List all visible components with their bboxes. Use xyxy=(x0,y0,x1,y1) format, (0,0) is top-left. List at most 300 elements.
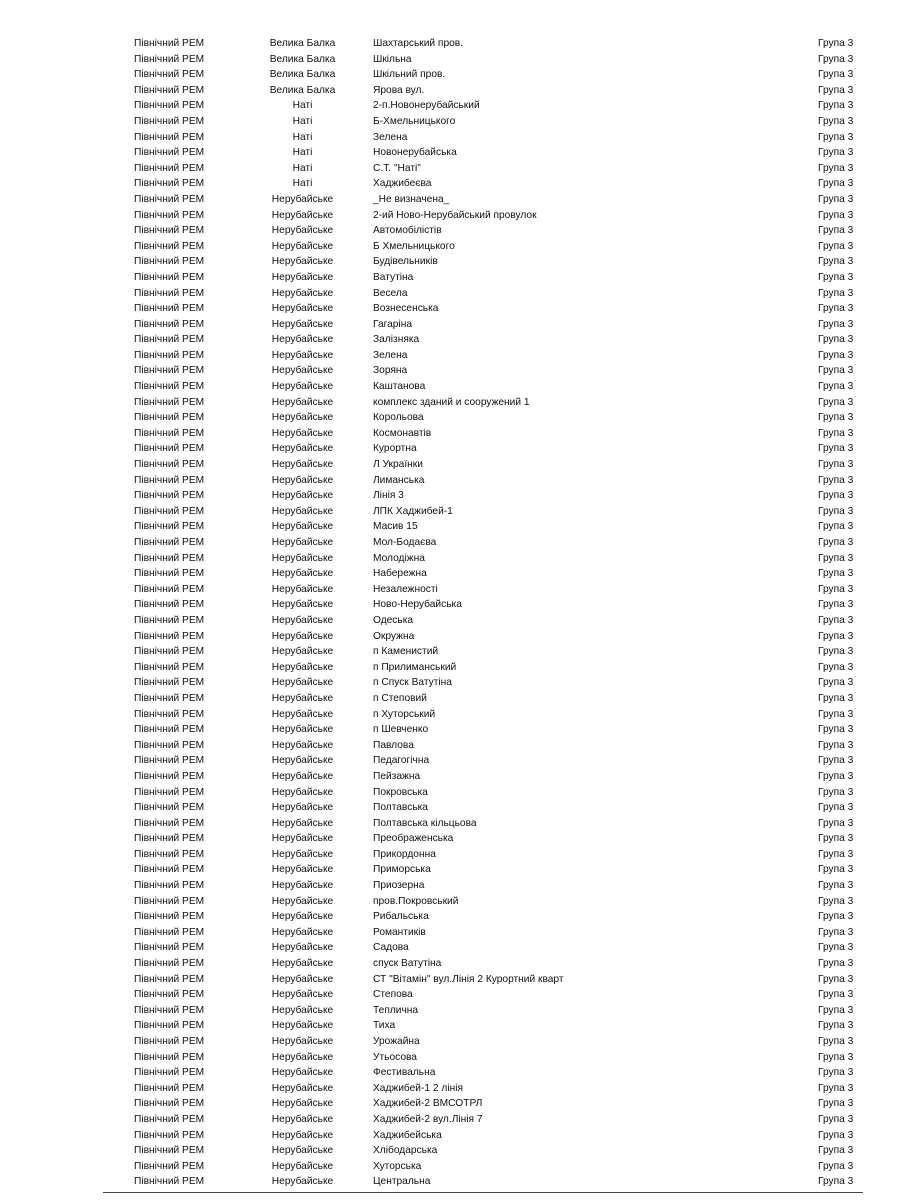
group-cell: Група 3 xyxy=(818,38,854,49)
group-cell: Група 3 xyxy=(818,724,854,736)
rem-cell: Північний РЕМ xyxy=(134,412,205,424)
settlement-cell: Нерубайське xyxy=(271,193,334,205)
rem-cell: Північний РЕМ xyxy=(134,537,205,548)
group-cell: Група 3 xyxy=(818,1004,854,1016)
group-cell: Група 3 xyxy=(818,209,854,221)
settlement-cell: Нерубайське xyxy=(271,646,334,658)
settlement-cell: Нерубайське xyxy=(271,599,334,611)
group-cell: Група 3 xyxy=(818,770,854,782)
street-cell: _Не визначена_ xyxy=(373,193,450,205)
rem-cell: Північний РЕМ xyxy=(134,365,205,377)
table-row xyxy=(0,504,915,520)
street-cell: Ватутіна xyxy=(373,271,414,283)
group-cell: Група 3 xyxy=(818,131,854,143)
settlement-cell: Нерубайське xyxy=(271,1004,334,1016)
table-row xyxy=(0,441,915,457)
rem-cell: Північний РЕМ xyxy=(134,817,205,829)
group-cell: Група 3 xyxy=(818,568,854,580)
group-cell: Група 3 xyxy=(818,1051,854,1063)
street-cell: Набережна xyxy=(373,568,427,580)
rem-cell: Північний РЕМ xyxy=(134,786,205,798)
group-cell: Група 3 xyxy=(818,318,854,330)
street-cell: Полтавська кільцьова xyxy=(373,817,477,829)
table-row xyxy=(0,925,915,941)
group-cell: Група 3 xyxy=(818,583,854,595)
group-cell: Група 3 xyxy=(818,739,854,751)
street-cell: Степова xyxy=(373,989,413,1001)
settlement-cell: Нерубайське xyxy=(271,724,334,736)
group-cell: Група 3 xyxy=(818,193,854,205)
rem-cell: Північний РЕМ xyxy=(134,552,205,564)
settlement-cell: Нерубайське xyxy=(271,365,334,377)
rem-cell: Північний РЕМ xyxy=(134,193,205,205)
table-row xyxy=(0,1143,915,1159)
group-cell: Група 3 xyxy=(818,427,854,439)
settlement-cell: Нерубайське xyxy=(271,474,334,486)
rem-cell: Північний РЕМ xyxy=(134,349,205,361)
settlement-cell: Нерубайське xyxy=(271,583,334,595)
group-cell: Група 3 xyxy=(818,1160,854,1172)
table-row xyxy=(0,753,915,769)
street-cell: спуск Ватутіна xyxy=(373,958,442,970)
settlement-cell: Наті xyxy=(292,147,313,159)
group-cell: Група 3 xyxy=(818,646,854,658)
table-row xyxy=(0,1128,915,1144)
table-row xyxy=(0,1096,915,1112)
group-cell: Група 3 xyxy=(818,100,854,112)
group-cell: Група 3 xyxy=(818,1020,854,1032)
table-row xyxy=(0,379,915,395)
table-row xyxy=(0,800,915,816)
rem-cell: Північний РЕМ xyxy=(134,989,205,1001)
rem-cell: Північний РЕМ xyxy=(134,490,205,502)
rem-cell: Північний РЕМ xyxy=(134,926,205,938)
table-row xyxy=(0,940,915,956)
table-row xyxy=(0,1003,915,1019)
settlement-cell: Нерубайське xyxy=(271,614,334,626)
rem-cell: Північний РЕМ xyxy=(134,755,205,767)
street-cell: Педагогічна xyxy=(373,755,430,767)
rem-cell: Північний РЕМ xyxy=(134,583,205,595)
group-cell: Група 3 xyxy=(818,459,854,471)
settlement-cell: Нерубайське xyxy=(271,880,334,892)
group-cell: Група 3 xyxy=(818,973,854,985)
group-cell: Група 3 xyxy=(818,708,854,720)
street-cell: Залізняка xyxy=(373,334,420,346)
group-cell: Група 3 xyxy=(818,1082,854,1094)
table-row xyxy=(0,707,915,723)
group-cell: Група 3 xyxy=(818,84,854,96)
rem-cell: Північний РЕМ xyxy=(134,53,205,65)
rem-cell: Північний РЕМ xyxy=(134,739,205,751)
settlement-cell: Нерубайське xyxy=(271,521,334,533)
table-row xyxy=(0,1174,915,1190)
settlement-cell: Нерубайське xyxy=(271,692,334,704)
street-cell: Корольова xyxy=(373,412,424,424)
group-cell: Група 3 xyxy=(818,1036,854,1047)
settlement-cell: Нерубайське xyxy=(271,505,334,517)
street-cell: Шкільний пров. xyxy=(373,69,446,81)
group-cell: Група 3 xyxy=(818,895,854,907)
rem-cell: Північний РЕМ xyxy=(134,958,205,970)
street-cell: Покровська xyxy=(373,786,428,798)
rem-cell: Північний РЕМ xyxy=(134,770,205,782)
table-row xyxy=(0,52,915,68)
street-cell: Новонерубайська xyxy=(373,147,457,159)
settlement-cell: Нерубайське xyxy=(271,318,334,330)
street-cell: Хуторська xyxy=(373,1160,422,1172)
street-cell: Лиманська xyxy=(373,474,425,486)
group-cell: Група 3 xyxy=(818,630,854,642)
group-cell: Група 3 xyxy=(818,817,854,829)
rem-cell: Північний РЕМ xyxy=(134,599,205,611)
table-row xyxy=(0,130,915,146)
rem-cell: Північний РЕМ xyxy=(134,396,205,408)
group-cell: Група 3 xyxy=(818,505,854,517)
rem-cell: Північний РЕМ xyxy=(134,1020,205,1032)
rem-cell: Північний РЕМ xyxy=(134,131,205,143)
table-row xyxy=(0,426,915,442)
street-cell: Б-Хмельницького xyxy=(373,115,456,127)
street-cell: Одеська xyxy=(373,614,414,626)
table-row xyxy=(0,1159,915,1175)
table-row xyxy=(0,894,915,910)
settlement-cell: Наті xyxy=(292,115,313,127)
street-cell: СТ "Вітамін" вул.Лінія 2 Курортний кварт xyxy=(373,973,564,985)
table-row xyxy=(0,1081,915,1097)
rem-cell: Північний РЕМ xyxy=(134,334,205,346)
rem-cell: Північний РЕМ xyxy=(134,614,205,626)
table-row xyxy=(0,488,915,504)
table-row xyxy=(0,909,915,925)
settlement-cell: Нерубайське xyxy=(271,334,334,346)
table-row xyxy=(0,1050,915,1066)
street-cell: Хаджибей-2 вул.Лінія 7 xyxy=(373,1113,483,1125)
settlement-cell: Наті xyxy=(292,162,313,174)
street-cell: Романтиків xyxy=(373,926,426,938)
rem-cell: Північний РЕМ xyxy=(134,443,205,455)
rem-cell: Північний РЕМ xyxy=(134,1113,205,1125)
table-row xyxy=(0,36,915,52)
table-row xyxy=(0,1034,915,1050)
table-row xyxy=(0,972,915,988)
street-cell: пров.Покровський xyxy=(373,895,459,907)
street-cell: Преображенська xyxy=(373,833,454,845)
rem-cell: Північний РЕМ xyxy=(134,256,205,268)
street-cell: Лінія 3 xyxy=(373,490,404,502)
table-row xyxy=(0,332,915,348)
settlement-cell: Нерубайське xyxy=(271,256,334,268)
outage-table xyxy=(0,36,915,1190)
table-row xyxy=(0,176,915,192)
group-cell: Група 3 xyxy=(818,942,854,954)
rem-cell: Північний РЕМ xyxy=(134,1004,205,1016)
settlement-cell: Нерубайське xyxy=(271,1067,334,1079)
table-row xyxy=(0,660,915,676)
settlement-cell: Велика Балка xyxy=(269,53,336,65)
street-cell: Будівельників xyxy=(373,256,438,268)
group-cell: Група 3 xyxy=(818,926,854,938)
settlement-cell: Нерубайське xyxy=(271,209,334,221)
street-cell: п Хуторський xyxy=(373,708,436,720)
group-cell: Група 3 xyxy=(818,303,854,315)
settlement-cell: Нерубайське xyxy=(271,240,334,252)
table-row xyxy=(0,722,915,738)
street-cell: 2-п.Новонерубайський xyxy=(373,100,480,112)
table-row xyxy=(0,675,915,691)
rem-cell: Північний РЕМ xyxy=(134,1098,205,1110)
rem-cell: Північний РЕМ xyxy=(134,802,205,814)
settlement-cell: Нерубайське xyxy=(271,958,334,970)
settlement-cell: Нерубайське xyxy=(271,864,334,876)
settlement-cell: Велика Балка xyxy=(269,69,336,81)
group-cell: Група 3 xyxy=(818,677,854,689)
table-row xyxy=(0,98,915,114)
group-cell: Група 3 xyxy=(818,443,854,455)
group-cell: Група 3 xyxy=(818,755,854,767)
group-cell: Група 3 xyxy=(818,864,854,876)
rem-cell: Північний РЕМ xyxy=(134,303,205,315)
table-row xyxy=(0,1112,915,1128)
table-row xyxy=(0,145,915,161)
street-cell: п Прилиманський xyxy=(373,661,457,673)
settlement-cell: Нерубайське xyxy=(271,1160,334,1172)
group-cell: Група 3 xyxy=(818,365,854,377)
rem-cell: Північний РЕМ xyxy=(134,147,205,159)
table-row xyxy=(0,1018,915,1034)
table-row xyxy=(0,457,915,473)
settlement-cell: Велика Балка xyxy=(269,38,336,49)
table-row xyxy=(0,816,915,832)
street-cell: 2-ий Ново-Нерубайський провулок xyxy=(373,209,537,221)
table-row xyxy=(0,582,915,598)
rem-cell: Північний РЕМ xyxy=(134,271,205,283)
table-row xyxy=(0,114,915,130)
group-cell: Група 3 xyxy=(818,225,854,237)
rem-cell: Північний РЕМ xyxy=(134,459,205,471)
group-cell: Група 3 xyxy=(818,396,854,408)
street-cell: Хлібодарська xyxy=(373,1145,438,1157)
rem-cell: Північний РЕМ xyxy=(134,1051,205,1063)
settlement-cell: Нерубайське xyxy=(271,225,334,237)
settlement-cell: Наті xyxy=(292,178,313,190)
street-cell: Зелена xyxy=(373,131,408,143)
street-cell: Космонавтів xyxy=(373,427,432,439)
rem-cell: Північний РЕМ xyxy=(134,1145,205,1157)
rem-cell: Північний РЕМ xyxy=(134,708,205,720)
rem-cell: Північний РЕМ xyxy=(134,115,205,127)
settlement-cell: Нерубайське xyxy=(271,1113,334,1125)
rem-cell: Північний РЕМ xyxy=(134,521,205,533)
group-cell: Група 3 xyxy=(818,271,854,283)
settlement-cell: Нерубайське xyxy=(271,708,334,720)
street-cell: Б Хмельницького xyxy=(373,240,455,252)
group-cell: Група 3 xyxy=(818,178,854,190)
settlement-cell: Нерубайське xyxy=(271,396,334,408)
settlement-cell: Нерубайське xyxy=(271,895,334,907)
settlement-cell: Нерубайське xyxy=(271,973,334,985)
group-cell: Група 3 xyxy=(818,958,854,970)
street-cell: Фестивальна xyxy=(373,1067,436,1079)
street-cell: Садова xyxy=(373,942,409,954)
settlement-cell: Нерубайське xyxy=(271,911,334,923)
rem-cell: Північний РЕМ xyxy=(134,1160,205,1172)
rem-cell: Північний РЕМ xyxy=(134,240,205,252)
street-cell: Утьосова xyxy=(373,1051,417,1063)
street-cell: Тиха xyxy=(373,1020,396,1032)
settlement-cell: Нерубайське xyxy=(271,802,334,814)
group-cell: Група 3 xyxy=(818,552,854,564)
street-cell: Урожайна xyxy=(373,1036,420,1047)
street-cell: Центральна xyxy=(373,1176,431,1188)
rem-cell: Північний РЕМ xyxy=(134,661,205,673)
rem-cell: Північний РЕМ xyxy=(134,568,205,580)
rem-cell: Північний РЕМ xyxy=(134,287,205,299)
street-cell: ЛПК Хаджибей-1 xyxy=(373,505,453,517)
rem-cell: Північний РЕМ xyxy=(134,381,205,393)
street-cell: Шкільна xyxy=(373,53,412,65)
settlement-cell: Нерубайське xyxy=(271,833,334,845)
street-cell: Гагаріна xyxy=(373,318,412,330)
group-cell: Група 3 xyxy=(818,162,854,174)
rem-cell: Північний РЕМ xyxy=(134,833,205,845)
street-cell: п Спуск Ватутіна xyxy=(373,677,452,689)
settlement-cell: Нерубайське xyxy=(271,490,334,502)
rem-cell: Північний РЕМ xyxy=(134,724,205,736)
group-cell: Група 3 xyxy=(818,349,854,361)
rem-cell: Північний РЕМ xyxy=(134,209,205,221)
group-cell: Група 3 xyxy=(818,848,854,860)
settlement-cell: Нерубайське xyxy=(271,271,334,283)
street-cell: Л Українки xyxy=(373,459,423,471)
table-row xyxy=(0,83,915,99)
settlement-cell: Нерубайське xyxy=(271,412,334,424)
street-cell: Хаджибейська xyxy=(373,1129,442,1141)
settlement-cell: Нерубайське xyxy=(271,942,334,954)
group-cell: Група 3 xyxy=(818,147,854,159)
settlement-cell: Нерубайське xyxy=(271,1082,334,1094)
settlement-cell: Нерубайське xyxy=(271,661,334,673)
table-row xyxy=(0,597,915,613)
table-row xyxy=(0,613,915,629)
settlement-cell: Нерубайське xyxy=(271,552,334,564)
street-cell: Вознесенська xyxy=(373,303,439,315)
group-cell: Група 3 xyxy=(818,802,854,814)
group-cell: Група 3 xyxy=(818,1129,854,1141)
settlement-cell: Нерубайське xyxy=(271,1020,334,1032)
settlement-cell: Нерубайське xyxy=(271,1129,334,1141)
group-cell: Група 3 xyxy=(818,240,854,252)
settlement-cell: Нерубайське xyxy=(271,739,334,751)
table-row xyxy=(0,348,915,364)
rem-cell: Північний РЕМ xyxy=(134,1082,205,1094)
street-cell: Незалежності xyxy=(373,583,438,595)
street-cell: Курортна xyxy=(373,443,417,455)
settlement-cell: Нерубайське xyxy=(271,817,334,829)
table-row xyxy=(0,192,915,208)
rem-cell: Північний РЕМ xyxy=(134,162,205,174)
street-cell: Полтавська xyxy=(373,802,428,814)
group-cell: Група 3 xyxy=(818,786,854,798)
group-cell: Група 3 xyxy=(818,474,854,486)
group-cell: Група 3 xyxy=(818,256,854,268)
settlement-cell: Нерубайське xyxy=(271,989,334,1001)
settlement-cell: Нерубайське xyxy=(271,427,334,439)
rem-cell: Північний РЕМ xyxy=(134,225,205,237)
settlement-cell: Нерубайське xyxy=(271,677,334,689)
table-row xyxy=(0,254,915,270)
table-bottom-rule xyxy=(103,1192,863,1193)
group-cell: Група 3 xyxy=(818,490,854,502)
rem-cell: Північний РЕМ xyxy=(134,1036,205,1047)
settlement-cell: Нерубайське xyxy=(271,770,334,782)
street-cell: Окружна xyxy=(373,630,415,642)
rem-cell: Північний РЕМ xyxy=(134,848,205,860)
table-row xyxy=(0,301,915,317)
settlement-cell: Нерубайське xyxy=(271,1176,334,1188)
group-cell: Група 3 xyxy=(818,1113,854,1125)
settlement-cell: Велика Балка xyxy=(269,84,336,96)
street-cell: Павлова xyxy=(373,739,414,751)
table-row xyxy=(0,223,915,239)
rem-cell: Північний РЕМ xyxy=(134,38,205,49)
table-row xyxy=(0,208,915,224)
street-cell: Масив 15 xyxy=(373,521,418,533)
group-cell: Група 3 xyxy=(818,599,854,611)
street-cell: Рибальська xyxy=(373,911,429,923)
table-row xyxy=(0,831,915,847)
street-cell: Молодіжна xyxy=(373,552,425,564)
settlement-cell: Наті xyxy=(292,131,313,143)
rem-cell: Північний РЕМ xyxy=(134,505,205,517)
table-row xyxy=(0,862,915,878)
street-cell: п Каменистий xyxy=(373,646,439,658)
table-row xyxy=(0,1065,915,1081)
table-row xyxy=(0,551,915,567)
table-row xyxy=(0,317,915,333)
rem-cell: Північний РЕМ xyxy=(134,1067,205,1079)
street-cell: Хаджибей-2 ВМСОТРЛ xyxy=(373,1098,483,1110)
street-cell: Ярова вул. xyxy=(373,84,425,96)
rem-cell: Північний РЕМ xyxy=(134,942,205,954)
settlement-cell: Нерубайське xyxy=(271,459,334,471)
street-cell: Приозерна xyxy=(373,880,425,892)
street-cell: п Шевченко xyxy=(373,724,429,736)
group-cell: Група 3 xyxy=(818,989,854,1001)
rem-cell: Північний РЕМ xyxy=(134,474,205,486)
settlement-cell: Нерубайське xyxy=(271,303,334,315)
table-row xyxy=(0,161,915,177)
table-row xyxy=(0,395,915,411)
street-cell: п Степовий xyxy=(373,692,427,704)
settlement-cell: Нерубайське xyxy=(271,1145,334,1157)
street-cell: Мол-Бодаєва xyxy=(373,537,437,548)
table-row xyxy=(0,956,915,972)
street-cell: Хаджибей-1 2 лінія xyxy=(373,1082,463,1094)
settlement-cell: Нерубайське xyxy=(271,568,334,580)
group-cell: Група 3 xyxy=(818,661,854,673)
street-cell: Шахтарський пров. xyxy=(373,38,464,49)
rem-cell: Північний РЕМ xyxy=(134,178,205,190)
table-row xyxy=(0,410,915,426)
table-row xyxy=(0,738,915,754)
rem-cell: Північний РЕМ xyxy=(134,1129,205,1141)
table-row xyxy=(0,535,915,551)
table-row xyxy=(0,270,915,286)
street-cell: Теплична xyxy=(373,1004,419,1016)
table-row xyxy=(0,473,915,489)
group-cell: Група 3 xyxy=(818,1145,854,1157)
